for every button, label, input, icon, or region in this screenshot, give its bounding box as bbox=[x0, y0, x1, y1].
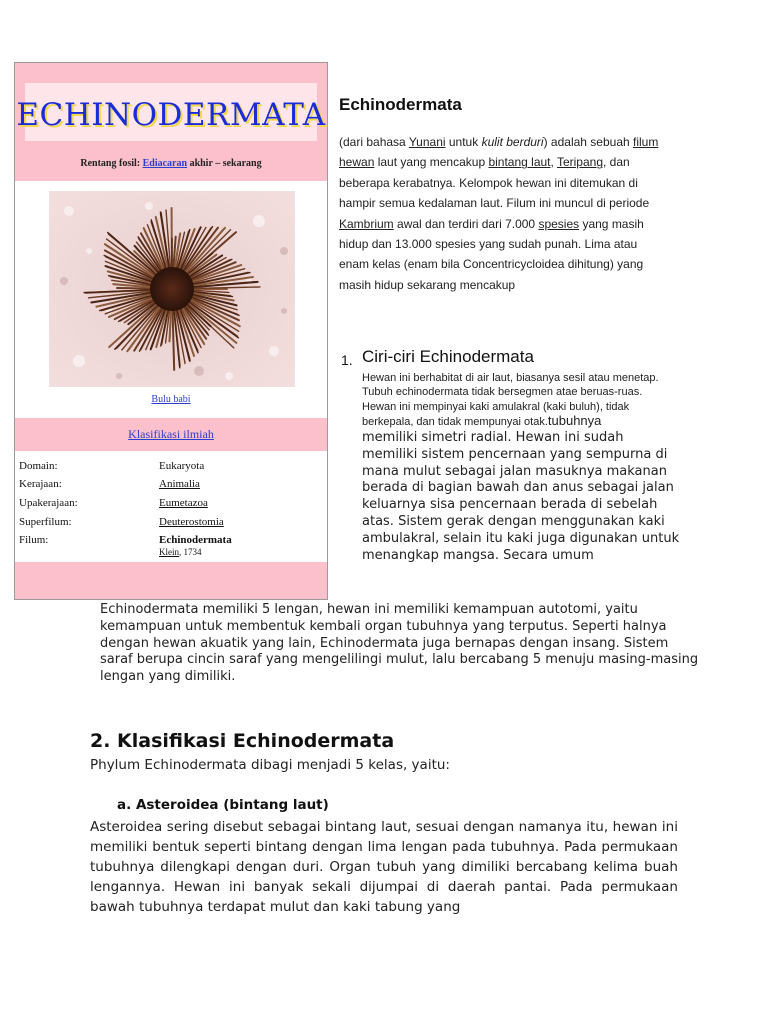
taxobox-title: ECHINODERMATA bbox=[16, 97, 326, 133]
intro-italic: kulit berduri bbox=[481, 135, 544, 149]
spesies-link[interactable]: spesies bbox=[538, 216, 580, 231]
taxo-value: Echinodermata bbox=[159, 534, 232, 546]
section1-continuation: Echinodermata memiliki 5 lengan, hewan ini memiliki kemampuan autotomi, yaitu kemampuan untuk membentuk kembali organ tubuhnya yang terputus. Seperti halnya dengan hewan akuatik yang lain, Echinodermata juga bernapas dengan insang. Sistem saraf berupa cincin saraf yang mengelilingi mulut, lalu bercabang 5 menuju masing-masing lengan yang dimiliki. bbox=[100, 602, 699, 685]
section2-heading: 2. Klasifikasi Echinodermata bbox=[90, 730, 395, 752]
taxo-value: Eukaryota bbox=[159, 460, 205, 472]
intro-text: yang masih hidup dan 13.000 spesies yang sudah punah. Lima atau enam kelas (enam bila Concentricycloidea dihitung) yang masih hidup sekarang mencakup bbox=[339, 216, 644, 292]
intro-text: untuk bbox=[445, 135, 482, 149]
intro-text: , bbox=[550, 155, 557, 170]
section1-paragraph: memiliki simetri radial. Hewan ini sudah memiliki sistem pencernaan yang sempurna di mana mulut sebagai jalan masuknya makanan berada di bagian bawah dan anus sebagai jalan keluarnya sisa pencernaan berada di sebelah atas. Sistem gerak dengan menggunakan kaki ambulakral, selain itu kaki juga digunakan untuk menangkap mangsa. Secara umum bbox=[362, 430, 680, 563]
fossil-range-suffix: akhir – sekarang bbox=[187, 158, 262, 169]
section1-number: 1. bbox=[341, 352, 353, 368]
klein-link[interactable]: Klein bbox=[159, 547, 179, 557]
section1-body-text: Tubuh echinodermata tidak bersegmen atae beruas-ruas. Hewan ini mempinyai kaki amulakral (kaki buluh), tidak berkepala, dan tidak mempunyai otak. bbox=[362, 386, 643, 429]
hewan-link[interactable]: hewan bbox=[339, 155, 375, 170]
teripang-link[interactable]: Teripang bbox=[556, 155, 603, 170]
section2-intro: Phylum Echinodermata dibagi menjadi 5 kelas, yaitu: bbox=[90, 757, 450, 773]
section1-heading: Ciri-ciri Echinodermata bbox=[362, 347, 534, 366]
intro-text: laut yang mencakup bbox=[374, 155, 489, 170]
fossil-range-prefix: Rentang fosil: bbox=[80, 158, 143, 169]
bintang-laut-link[interactable]: bintang laut bbox=[488, 155, 551, 170]
intro-text: awal dan terdiri dari 7.000 bbox=[393, 216, 539, 231]
deuterostomia-link[interactable]: Deuterostomia bbox=[159, 516, 224, 528]
taxo-key: Domain: bbox=[19, 460, 58, 472]
author-year: , 1734 bbox=[179, 547, 202, 557]
eumetazoa-link[interactable]: Eumetazoa bbox=[159, 497, 208, 509]
section1-body-inline: tubuhnya bbox=[547, 413, 602, 429]
klasifikasi-title-link[interactable]: Klasifikasi ilmiah bbox=[128, 427, 214, 441]
kambrium-link[interactable]: Kambrium bbox=[339, 216, 394, 231]
taxo-key: Kerajaan: bbox=[19, 478, 62, 490]
section1-habitat: Hewan ini berhabitat di air laut, biasanya sesil atau menetap. bbox=[362, 372, 659, 384]
taxo-author-text bbox=[159, 547, 202, 557]
intro-text: , dan beberapa kerabatnya. Kelompok hewan ini ditemukan di hampir semua kedalaman laut. Filum ini muncul di periode bbox=[339, 155, 650, 211]
sea-urchin-photo bbox=[49, 191, 295, 387]
taxo-key: Superfilum: bbox=[19, 516, 72, 528]
yunani-link[interactable]: Yunani bbox=[408, 135, 446, 149]
intro-text: ) adalah sebuah bbox=[543, 135, 633, 149]
taxo-key: Upakerajaan: bbox=[19, 497, 78, 509]
taxobox bbox=[14, 62, 328, 600]
asteroidea-paragraph: Asteroidea sering disebut sebagai bintang laut, sesuai dengan namanya itu, hewan ini memiliki bentuk seperti bintang dengan lima lengan pada tubuhnya. Pada permukaan tubuhnya dilengkapi dengan duri. Organ tubuh yang dimiliki bercabang kelima buah lengannya. Hewan ini banyak sekali dijumpai di daerah pantai. Pada permukaan bawah tubuhnya terdapat mulut dan kaki tabung yang bbox=[90, 819, 678, 915]
article-title: Echinodermata bbox=[339, 95, 462, 114]
taxo-key: Filum: bbox=[19, 534, 49, 546]
intro-paragraph bbox=[339, 132, 669, 295]
section1-body bbox=[362, 385, 662, 429]
filum-link[interactable]: filum bbox=[633, 135, 659, 149]
ediacaran-link[interactable]: Ediacaran bbox=[142, 158, 188, 169]
subsection-asteroidea: a. Asteroidea (bintang laut) bbox=[117, 797, 329, 813]
fossil-range bbox=[15, 158, 327, 169]
photo-caption-link[interactable]: Bulu babi bbox=[151, 394, 191, 405]
animalia-link[interactable]: Animalia bbox=[159, 478, 200, 490]
intro-text: (dari bahasa bbox=[339, 135, 409, 149]
taxobox-footer bbox=[15, 562, 327, 599]
section1-small-text bbox=[362, 371, 662, 430]
